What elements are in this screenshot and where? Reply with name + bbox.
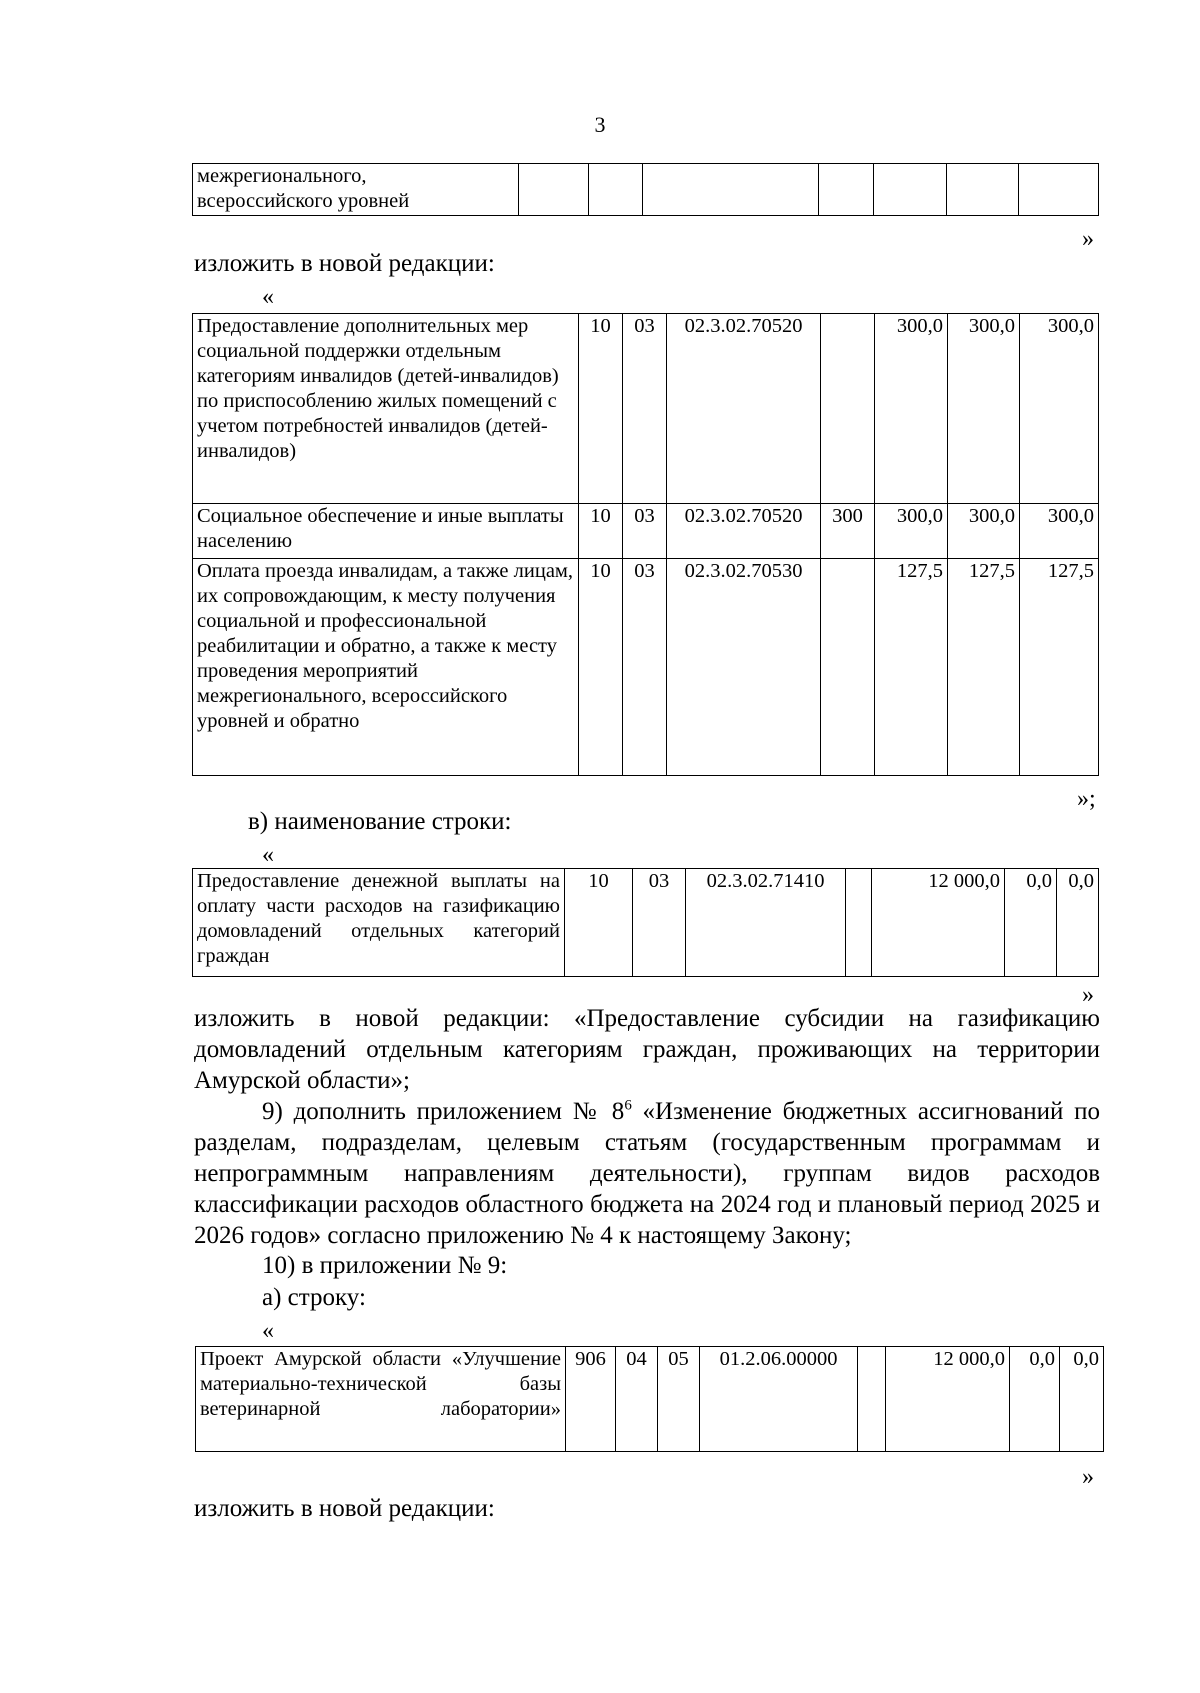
cell-amount-2024: 300,0 — [875, 314, 948, 504]
cell-amount-2026: 0,0 — [1057, 869, 1099, 977]
cell-target-article: 02.3.02.70520 — [667, 504, 821, 559]
table-continuation — [192, 163, 1099, 216]
table-row — [196, 1347, 1104, 1452]
cell-subsection: 05 — [658, 1347, 700, 1452]
cell-section: 10 — [579, 504, 623, 559]
item-9-superscript: 6 — [624, 1097, 632, 1114]
cell-subsection: 03 — [623, 559, 667, 776]
cell-section: 04 — [616, 1347, 658, 1452]
cell-name: Социальное обеспечение и иные выплаты населению — [193, 504, 579, 559]
closing-quote: »; — [1077, 786, 1096, 812]
cell-amount-2024: 127,5 — [875, 559, 948, 776]
cell-section: 10 — [579, 314, 623, 504]
cell-expense-type — [821, 559, 875, 776]
cell-target-article: 02.3.02.71410 — [686, 869, 846, 977]
cell — [874, 164, 947, 216]
table-row — [193, 314, 1099, 504]
paragraph-new-edition: изложить в новой редакции: «Предоставление субсидии на газификацию домовладений отдельным категориям граждан, проживающих на территории Амурской области»; — [194, 1005, 1100, 1094]
cell-name: Проект Амурской области «Улучшение материально-технической базы ветеринарной лаборатории» — [196, 1347, 566, 1452]
cell-amount-2025: 0,0 — [1005, 869, 1057, 977]
cell — [819, 164, 874, 216]
cell-amount-2026: 300,0 — [1020, 504, 1099, 559]
cell — [1019, 164, 1099, 216]
cell — [947, 164, 1019, 216]
cell — [643, 164, 819, 216]
table-row-name — [192, 868, 1099, 977]
closing-quote: » — [1082, 982, 1094, 1008]
cell-subsection: 03 — [623, 504, 667, 559]
cell-amount-2024: 12 000,0 — [872, 869, 1005, 977]
cell-target-article: 02.3.02.70530 — [667, 559, 821, 776]
cell-target-article: 02.3.02.70520 — [667, 314, 821, 504]
cell-expense-type — [858, 1347, 886, 1452]
cell-amount-2024: 12 000,0 — [886, 1347, 1010, 1452]
cell-target-article: 01.2.06.00000 — [700, 1347, 858, 1452]
cell-amount-2026: 0,0 — [1060, 1347, 1104, 1452]
cell-amount-2024: 300,0 — [875, 504, 948, 559]
table-row — [193, 164, 1099, 216]
cell-amount-2025: 300,0 — [948, 314, 1020, 504]
cell-subsection: 03 — [623, 314, 667, 504]
cell-amount-2025: 127,5 — [948, 559, 1020, 776]
closing-quote: » — [1082, 226, 1094, 252]
instruction-text: в) наименование строки: — [248, 808, 512, 835]
instruction-text: изложить в новой редакции: — [194, 1495, 495, 1522]
table-new-edition — [192, 313, 1099, 776]
cell — [519, 164, 589, 216]
cell-amount-2025: 0,0 — [1010, 1347, 1060, 1452]
table-row — [193, 559, 1099, 776]
item-9-text-end: «Изменение бюджетных ассигнований по разделам, подразделам, целевым статьям (государственным программам и непрограммным направлениям деятельности), группам видов расходов классификации расходов областного бюджета на 2024 год и плановый период 2025 и 2026 годов» согласно приложению № 4 к настоящему Закону; — [194, 1098, 1100, 1249]
table-row — [193, 504, 1099, 559]
cell-name: Оплата проезда инвалидам, а также лицам, их сопровождающим, к месту получения социальной и профессиональной реабилитации и обратно, а также к месту проведения мероприятий межрегионального, всероссийского уровней и обратно — [193, 559, 579, 776]
cell-section: 10 — [579, 559, 623, 776]
cell — [589, 164, 643, 216]
opening-quote: « — [262, 284, 274, 310]
table-row — [193, 869, 1099, 977]
item-10: 10) в приложении № 9: — [262, 1252, 508, 1279]
opening-quote: « — [262, 842, 274, 868]
instruction-text: изложить в новой редакции: — [194, 250, 495, 277]
cell-amount-2026: 127,5 — [1020, 559, 1099, 776]
item-9-text-start: 9) дополнить приложением № 8 — [262, 1098, 625, 1125]
cell-amount-2025: 300,0 — [948, 504, 1020, 559]
cell-name: межрегионального, всероссийского уровней — [193, 164, 519, 216]
cell-expense-type — [821, 314, 875, 504]
cell-subsection: 03 — [633, 869, 686, 977]
item-a: а) строку: — [262, 1284, 366, 1311]
closing-quote: » — [1082, 1464, 1094, 1490]
cell-name: Предоставление дополнительных мер социальной поддержки отдельным категориям инвалидов (детей-инвалидов) по приспособлению жилых помещений с учетом потребностей инвалидов (детей-инвалидов) — [193, 314, 579, 504]
cell-amount-2026: 300,0 — [1020, 314, 1099, 504]
table-appendix-9 — [195, 1346, 1104, 1452]
cell-expense-type: 300 — [821, 504, 875, 559]
cell-grbs: 906 — [566, 1347, 616, 1452]
opening-quote: « — [262, 1318, 274, 1344]
paragraph-item-9 — [194, 1096, 1100, 1251]
page-number: 3 — [594, 112, 606, 137]
cell-name: Предоставление денежной выплаты на оплату части расходов на газификацию домовладений отдельных категорий граждан — [193, 869, 565, 977]
cell-expense-type — [846, 869, 872, 977]
cell-section: 10 — [565, 869, 633, 977]
